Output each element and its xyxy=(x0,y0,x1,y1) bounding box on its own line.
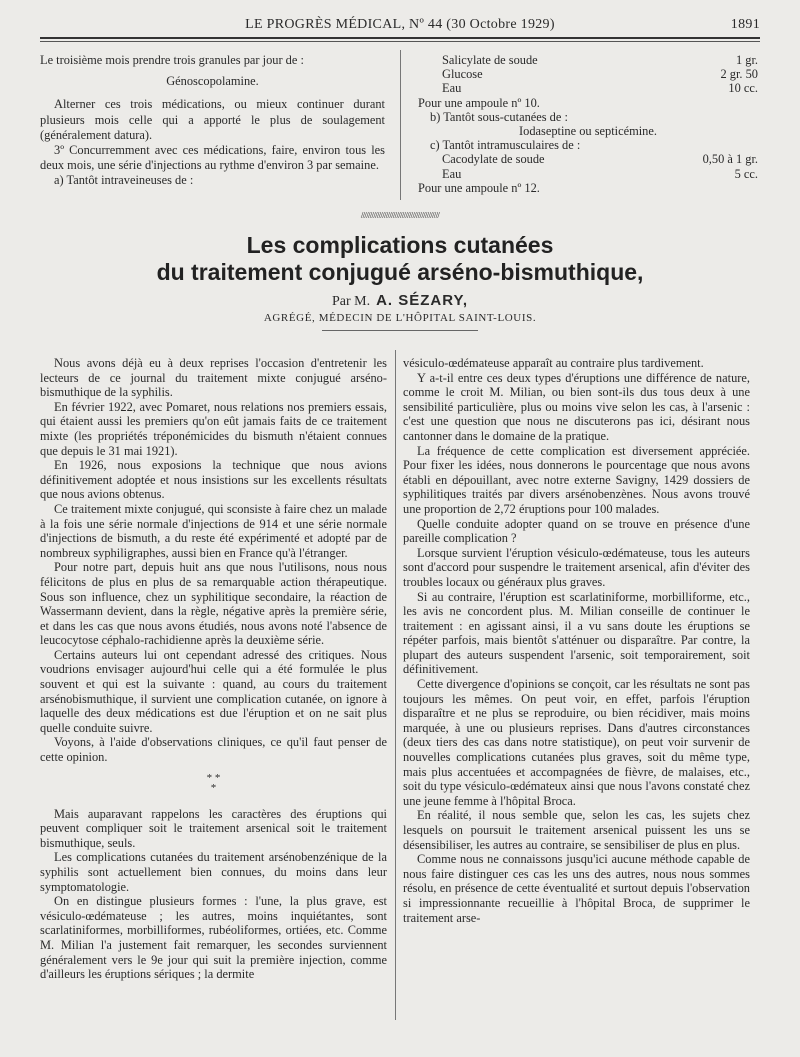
paragraph: Si au contraire, l'éruption est scarlatiniforme, morbilliforme, etc., les avis ne concordent plus. M. Milian conseille de continuer le traitement : en agissant ainsi, il a vu sans doute les éruptions se répéter parfois, mais bientôt s'atténuer ou disparaître. Par contre, la plupart des auteurs suspendent l'arsenic, soit temporairement, soit définitivement. xyxy=(403,589,750,677)
paragraph: Comme nous ne connaissons jusqu'ici aucune méthode capable de nous faire distinguer ces cas les uns des autres, nous nous sommes résolu, en présence de cette éventualité et surtout depuis l'observation si impressionnante recueillie à l'hôpital Broca, de supprimer le traitement arse- xyxy=(403,852,750,925)
paragraph: Les complications cutanées du traitement arsénobenzénique de la syphilis sont actuellement bien connues, du moins dans leur symptomatologie. xyxy=(40,850,387,894)
paragraph: La fréquence de cette complication est diversement appréciée. Pour fixer les idées, nous donnerons le pourcentage que nous avons établi en dépouillant, avec notre externe Savigny, 1429 dossiers de syphilitiques traités par divers arsénobenzènes. Nous avons trouvé une proportion de 2,72 éruptions pour 100 malades. xyxy=(403,443,750,516)
paragraph: Certains auteurs lui ont cependant adressé des critiques. Nous voudrions envisager aujourd'hui celle qui a été formulée le plus souvent et qui est la suivante : quand, au cours du traitement arsénobismuthique, il survient une complication cutanée, on ignore à laquelle des deux médications est due l'éruption et on ne sait plus quelle conduite suivre. xyxy=(40,647,387,735)
paragraph: 3º Concurremment avec ces médications, faire, environ tous les deux mois, une série d'injections au rythme d'environ 3 par semaine. xyxy=(40,143,385,173)
header-rule xyxy=(40,37,760,42)
paragraph: Mais auparavant rappelons les caractères des éruptions qui peuvent compliquer soit le traitement arsenical soit le traitement bismuthique, seuls. xyxy=(40,806,387,850)
byline xyxy=(0,292,800,310)
title-line: du traitement conjugué arséno-bismuthique, xyxy=(156,259,644,285)
paragraph: Ce traitement mixte conjugué, qui sconsiste à faire chez un malade à la fois une série normale d'injections de 914 et une série normale d'injections de bismuth, a du reste été expérimenté et adopté par de nombreux syphiligraphes, aussi bien en France qu'à l'étranger. xyxy=(40,501,387,560)
paragraph: Lorsque survient l'éruption vésiculo-œdémateuse, tous les auteurs sont d'accord pour suspendre le traitement arsenical, afin d'éviter des troubles locaux ou généraux plus graves. xyxy=(403,545,750,589)
paragraph: vésiculo-œdémateuse apparaît au contraire plus tardivement. xyxy=(403,356,704,370)
paragraph: Pour notre part, depuis huit ans que nous l'utilisons, nous nous félicitons de plus en plus de sa remarquable action thérapeutique. Sous son influence, chez un syphilitique secondaire, la réaction de Wassermann devient, dans la règle, négative après la première série, et dans les cas que nous avons étudiés, nous avons noté l'absence de leucocytose céphalo-rachidienne après la deuxième série. xyxy=(40,560,387,648)
prescription-line xyxy=(418,81,758,95)
ampoule-line: Pour une ampoule nº 12. xyxy=(418,180,540,195)
ingredient: Cacodylate de soude xyxy=(442,152,545,167)
drug-name: Génoscopolamine. xyxy=(166,74,259,89)
paragraph: Quelle conduite adopter quand on se trouve en présence d'une pareille complication ? xyxy=(403,516,750,546)
drug-name: Iodaseptine ou septicémine. xyxy=(519,124,657,139)
author-affiliation: AGRÉGÉ, MÉDECIN DE L'HÔPITAL SAINT-LOUIS. xyxy=(263,312,537,324)
paragraph: Le troisième mois prendre trois granules par jour de : xyxy=(40,53,304,67)
page-number: 1891 xyxy=(730,17,760,32)
quantity: 2 gr. 50 xyxy=(720,67,758,82)
ingredient: Eau xyxy=(442,81,462,96)
section-asterism: * * * xyxy=(206,771,221,794)
prescription-line xyxy=(418,152,758,166)
ingredient: Salicylate de soude xyxy=(442,53,538,67)
paragraph: En février 1922, avec Pomaret, nous relations nos premiers essais, qui étaient aussi les premiers qu'on eût jamais faits de ce traitement mixte (les propriétés tréponémicides du bismuth n'étaient connues que depuis le 31 mai 1921). xyxy=(40,399,387,458)
quantity: 10 cc. xyxy=(728,81,758,96)
paragraph: a) Tantôt intraveineuses de : xyxy=(54,173,194,188)
column-divider xyxy=(395,350,396,1020)
previous-article-left xyxy=(40,53,385,189)
quantity: 5 cc. xyxy=(734,166,758,181)
title-rule xyxy=(322,330,478,331)
article-title xyxy=(0,232,800,286)
paragraph: En réalité, il nous semble que, selon les cas, les sujets chez lesquels on poursuit le traitement arsenical puissent les uns se désensibiliser, les autres au contraire, se sensibiliser de plus en plus. xyxy=(403,808,750,852)
quantity: 0,50 à 1 gr. xyxy=(702,152,758,167)
ingredient: Eau xyxy=(442,166,462,181)
paragraph: Nous avons déjà eu à deux reprises l'occasion d'entretenir les lecteurs de ce journal du traitement mixte conjugué arséno-bismuthique de la syphilis. xyxy=(40,356,387,400)
author-name: A. SÉZARY, xyxy=(376,292,469,309)
prescription-line xyxy=(418,67,758,81)
quantity: 1 gr. xyxy=(735,53,758,67)
article-column-left xyxy=(40,356,387,982)
decorative-rule: //////////////////////////////////////////// xyxy=(360,212,440,220)
title-line: Les complications cutanées xyxy=(246,232,554,258)
previous-article-right xyxy=(418,53,758,195)
paragraph: Y a-t-il entre ces deux types d'éruptions une différence de nature, comme le croit M. Milian, ou bien sont-ils dus tous deux à une sensibilité particulière, plus ou moins vive selon les cas, à l'arsenic : c'est une question que nous ne discuterons pas ici, désirant nous cantonner dans le domaine de la pratique. xyxy=(403,370,750,443)
by-label: Par M. xyxy=(331,294,371,309)
article-column-right xyxy=(403,356,750,925)
ampoule-line: Pour une ampoule nº 10. xyxy=(418,95,540,110)
paragraph: Cette divergence d'opinions se conçoit, car les résultats ne sont pas toujours les mêmes. On peut voir, en effet, parfois l'éruption disparaître et ne plus se reproduire, ou bien récidiver, mais moins marquée, à une ou plusieurs reprises. Dans d'autres circonstances (deux tiers des cas dans notre statistique), on peut voir survenir de nouvelles complications cutanées plus graves, soit du même type, mais plus accentuées et accompagnées de fièvre, de malaises, etc., soit du type vésiculo-œdémateux ainsi que nous l'avons constaté chez une jeune femme à l'hôpital Broca. xyxy=(403,677,750,808)
running-title: LE PROGRÈS MÉDICAL, Nº 44 (30 Octobre 1929) xyxy=(245,17,555,32)
paragraph: Alterner ces trois médications, ou mieux continuer durant plusieurs mois celle qui a apporté le plus de soulagement (généralement datura). xyxy=(40,97,385,142)
paragraph: On en distingue plusieurs formes : l'une, la plus grave, est vésiculo-œdémateuse ; les autres, moins inquiétantes, sont scarlatiniformes, morbilliformes, rubéoliformes, ortiées, etc. Comme M. Milian l'a justement fait remarquer, les secondes surviennent généralement vers le 9e jour qui suit la première injection, comme d'ailleurs les éruptions sériques ; la dermite xyxy=(40,894,387,982)
paragraph: En 1926, nous exposions la technique que nous avions définitivement adoptée et nous insistions sur les excellents résultats que nous avions obtenus. xyxy=(40,458,387,502)
prescription-line xyxy=(418,167,758,181)
column-divider xyxy=(400,50,401,200)
ingredient: Glucose xyxy=(442,67,483,82)
paragraph: b) Tantôt sous-cutanées de : xyxy=(430,109,568,124)
prescription-line xyxy=(418,53,758,67)
paragraph: c) Tantôt intramusculaires de : xyxy=(430,138,581,153)
paragraph: Voyons, à l'aide d'observations cliniques, ce qu'il faut penser de cette opinion. xyxy=(40,735,387,765)
